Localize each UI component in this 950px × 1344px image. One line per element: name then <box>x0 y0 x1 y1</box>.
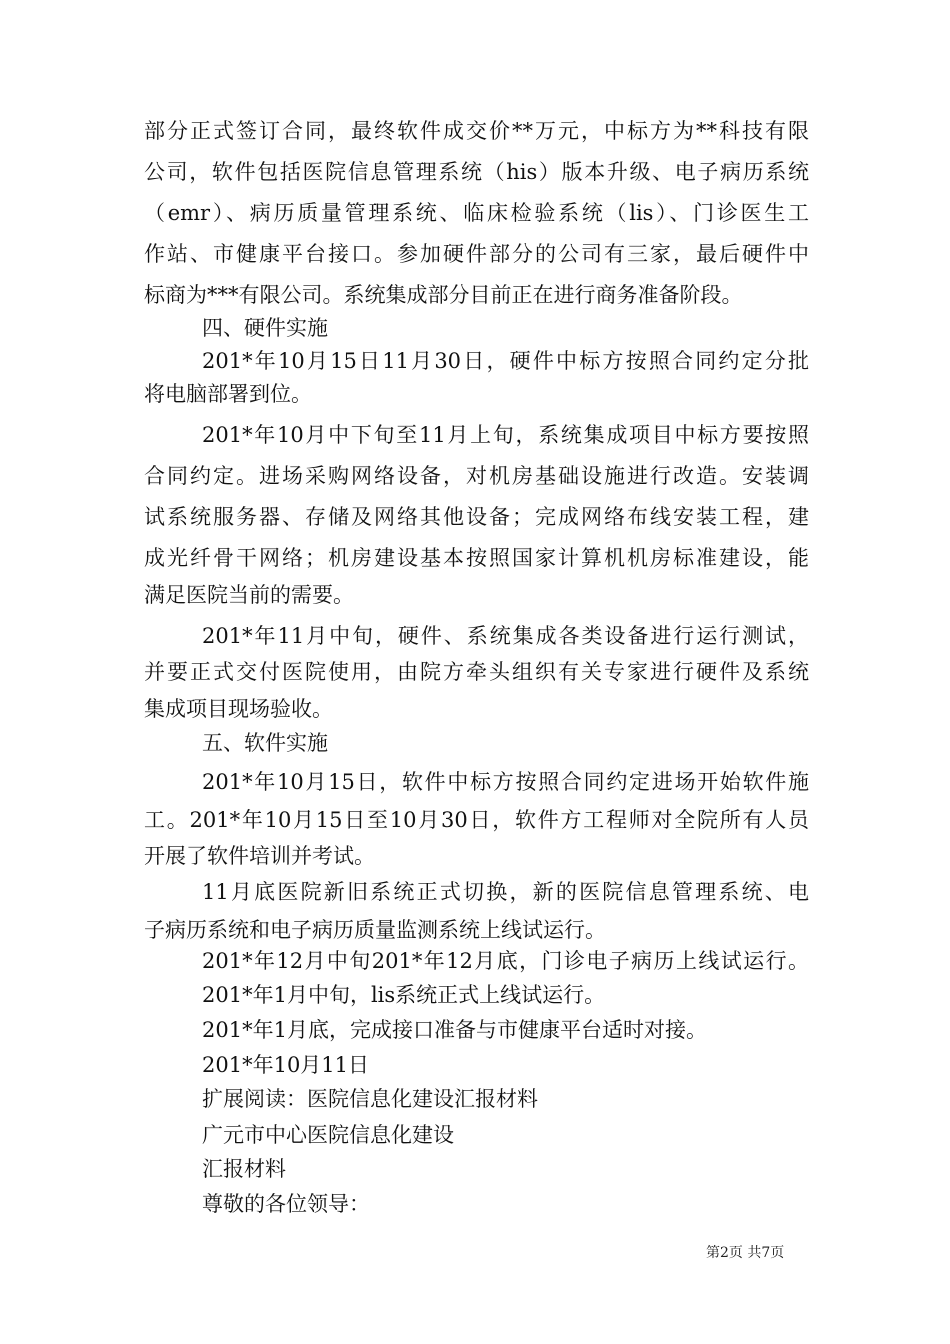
text-line: 成光纤骨干网络；机房建设基本按照国家计算机机房标准建设，能 <box>144 546 809 570</box>
text-line: 201*年10月15日，软件中标方按照合同约定进场开始软件施 <box>202 770 809 794</box>
text-line: 标商为***有限公司。系统集成部分目前正在进行商务准备阶段。 <box>144 283 743 307</box>
text-line: 201*年10月15日11月30日，硬件中标方按照合同约定分批 <box>202 349 809 373</box>
section-heading-software: 五、软件实施 <box>202 731 328 755</box>
text-line: 工。201*年10月15日至10月30日，软件方工程师对全院所有人员 <box>144 808 809 832</box>
text-line: 广元市中心医院信息化建设 <box>202 1123 454 1147</box>
text-line: 汇报材料 <box>202 1157 286 1181</box>
text-line: 合同约定。进场采购网络设备，对机房基础设施进行改造。安装调 <box>144 464 809 488</box>
text-line: 将电脑部署到位。 <box>144 382 312 406</box>
section-heading-hardware: 四、硬件实施 <box>202 316 328 340</box>
text-line: 集成项目现场验收。 <box>144 697 333 721</box>
text-line: 11月底医院新旧系统正式切换，新的医院信息管理系统、电 <box>202 880 809 904</box>
text-line: 满足医院当前的需要。 <box>144 583 354 607</box>
text-line: 试系统服务器、存储及网络其他设备；完成网络布线安装工程，建 <box>144 505 809 529</box>
text-line: 子病历系统和电子病历质量监测系统上线试运行。 <box>144 918 606 942</box>
salutation: 尊敬的各位领导： <box>202 1192 370 1216</box>
text-line: 扩展阅读：医院信息化建设汇报材料 <box>202 1087 538 1111</box>
text-line: 并要正式交付医院使用，由院方牵头组织有关专家进行硬件及系统 <box>144 660 809 684</box>
text-line: 201*年11月中旬，硬件、系统集成各类设备进行运行测试， <box>202 624 809 648</box>
text-line: 201*年10月中下旬至11月上旬，系统集成项目中标方要按照 <box>202 423 809 447</box>
text-line: 部分正式签订合同，最终软件成交价**万元，中标方为**科技有限 <box>144 119 809 143</box>
page-number: 第2页 共7页 <box>706 1245 785 1261</box>
text-line: 公司，软件包括医院信息管理系统（his）版本升级、电子病历系统 <box>144 160 809 184</box>
text-line: 201*年1月底，完成接口准备与市健康平台适时对接。 <box>202 1018 707 1042</box>
text-line: 作站、市健康平台接口。参加硬件部分的公司有三家，最后硬件中 <box>144 242 809 266</box>
text-line: （emr）、病历质量管理系统、临床检验系统（lis）、门诊医生工 <box>144 201 809 225</box>
text-line: 201*年1月中旬，lis系统正式上线试运行。 <box>202 983 606 1007</box>
text-line: 201*年12月中旬201*年12月底，门诊电子病历上线试运行。 <box>202 949 809 973</box>
text-line: 开展了软件培训并考试。 <box>144 844 375 868</box>
date-line: 201*年10月11日 <box>202 1053 370 1077</box>
